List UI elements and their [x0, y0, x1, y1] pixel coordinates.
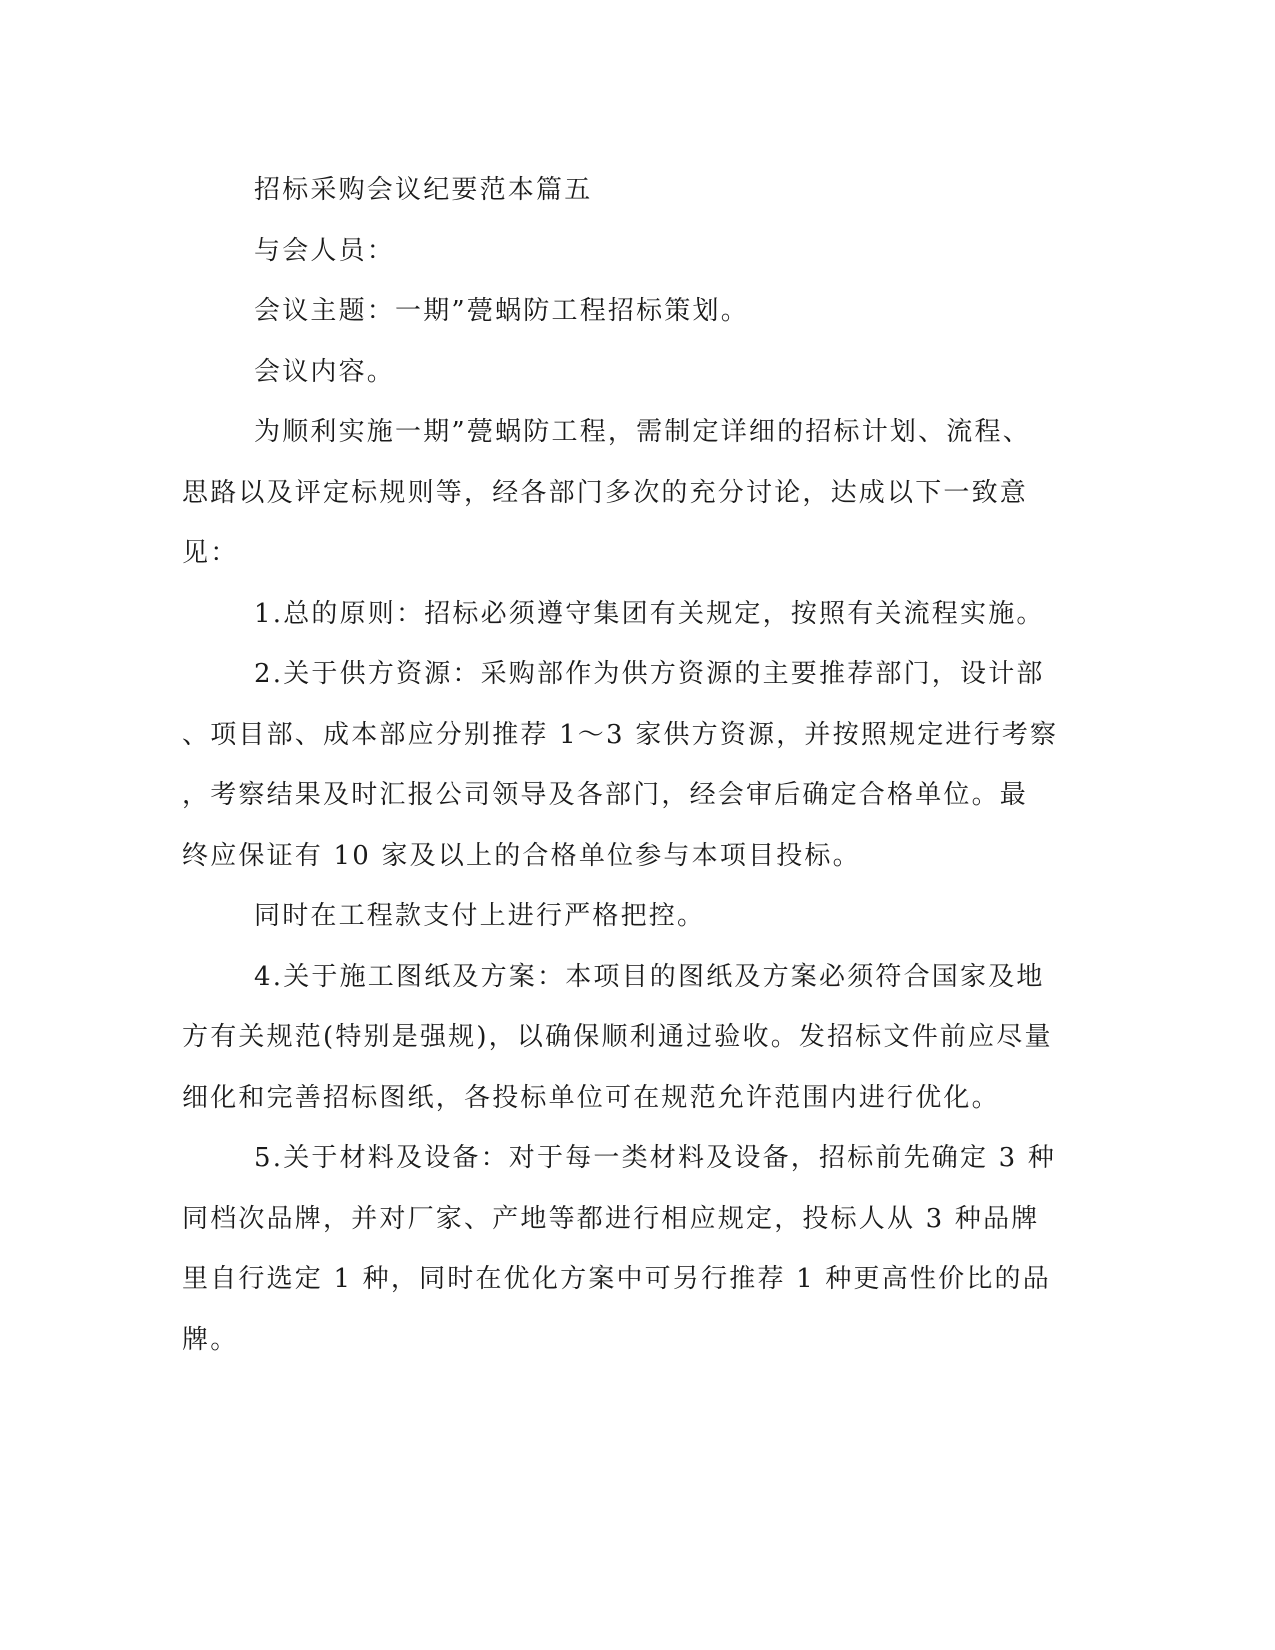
item-4-line: 方有关规范(特别是强规)，以确保顺利通过验收。发招标文件前应尽量 — [182, 1022, 1053, 1052]
item-2-line: 终应保证有 10 家及以上的合格单位参与本项目投标。 — [182, 840, 861, 871]
item-5-line: 里自行选定 1 种，同时在优化方案中可另行推荐 1 种更高性价比的品 — [182, 1264, 1051, 1294]
document-title: 招标采购会议纪要范本篇五 — [254, 175, 593, 205]
item-2-line: 、项目部、成本部应分别推荐 1～3 家供方资源，并按照规定进行考察 — [182, 719, 1059, 750]
item-4-line: 4.关于施工图纸及方案：本项目的图纸及方案必须符合国家及地 — [254, 961, 1045, 992]
item-2-line: 2.关于供方资源：采购部作为供方资源的主要推荐部门，设计部 — [254, 659, 1045, 689]
item-2-line: ，考察结果及时汇报公司领导及各部门，经会审后确定合格单位。最 — [182, 780, 1029, 810]
content-heading: 会议内容。 — [254, 356, 396, 387]
item-5-line: 同档次品牌，并对厂家、产地等都进行相应规定，投标人从 3 种品牌 — [182, 1203, 1040, 1234]
item-3-payment: 同时在工程款支付上进行严格把控。 — [254, 901, 706, 931]
item-5-line: 牌。 — [182, 1324, 239, 1355]
attendees-line: 与会人员： — [254, 235, 396, 266]
document-body — [182, 160, 1062, 1370]
topic-line: 会议主题：一期”甍蜗防工程招标策划。 — [254, 296, 749, 326]
intro-paragraph-line: 为顺利实施一期”甍蜗防工程，需制定详细的招标计划、流程、 — [254, 417, 1031, 447]
intro-paragraph-line: 见： — [182, 538, 239, 568]
item-1-principle: 1.总的原则：招标必须遵守集团有关规定，按照有关流程实施。 — [254, 598, 1045, 629]
item-5-line: 5.关于材料及设备：对于每一类材料及设备，招标前先确定 3 种 — [254, 1143, 1057, 1173]
item-4-line: 细化和完善招标图纸，各投标单位可在规范允许范围内进行优化。 — [182, 1082, 1000, 1113]
intro-paragraph-line: 思路以及评定标规则等，经各部门多次的充分讨论，达成以下一致意 — [182, 477, 1029, 508]
